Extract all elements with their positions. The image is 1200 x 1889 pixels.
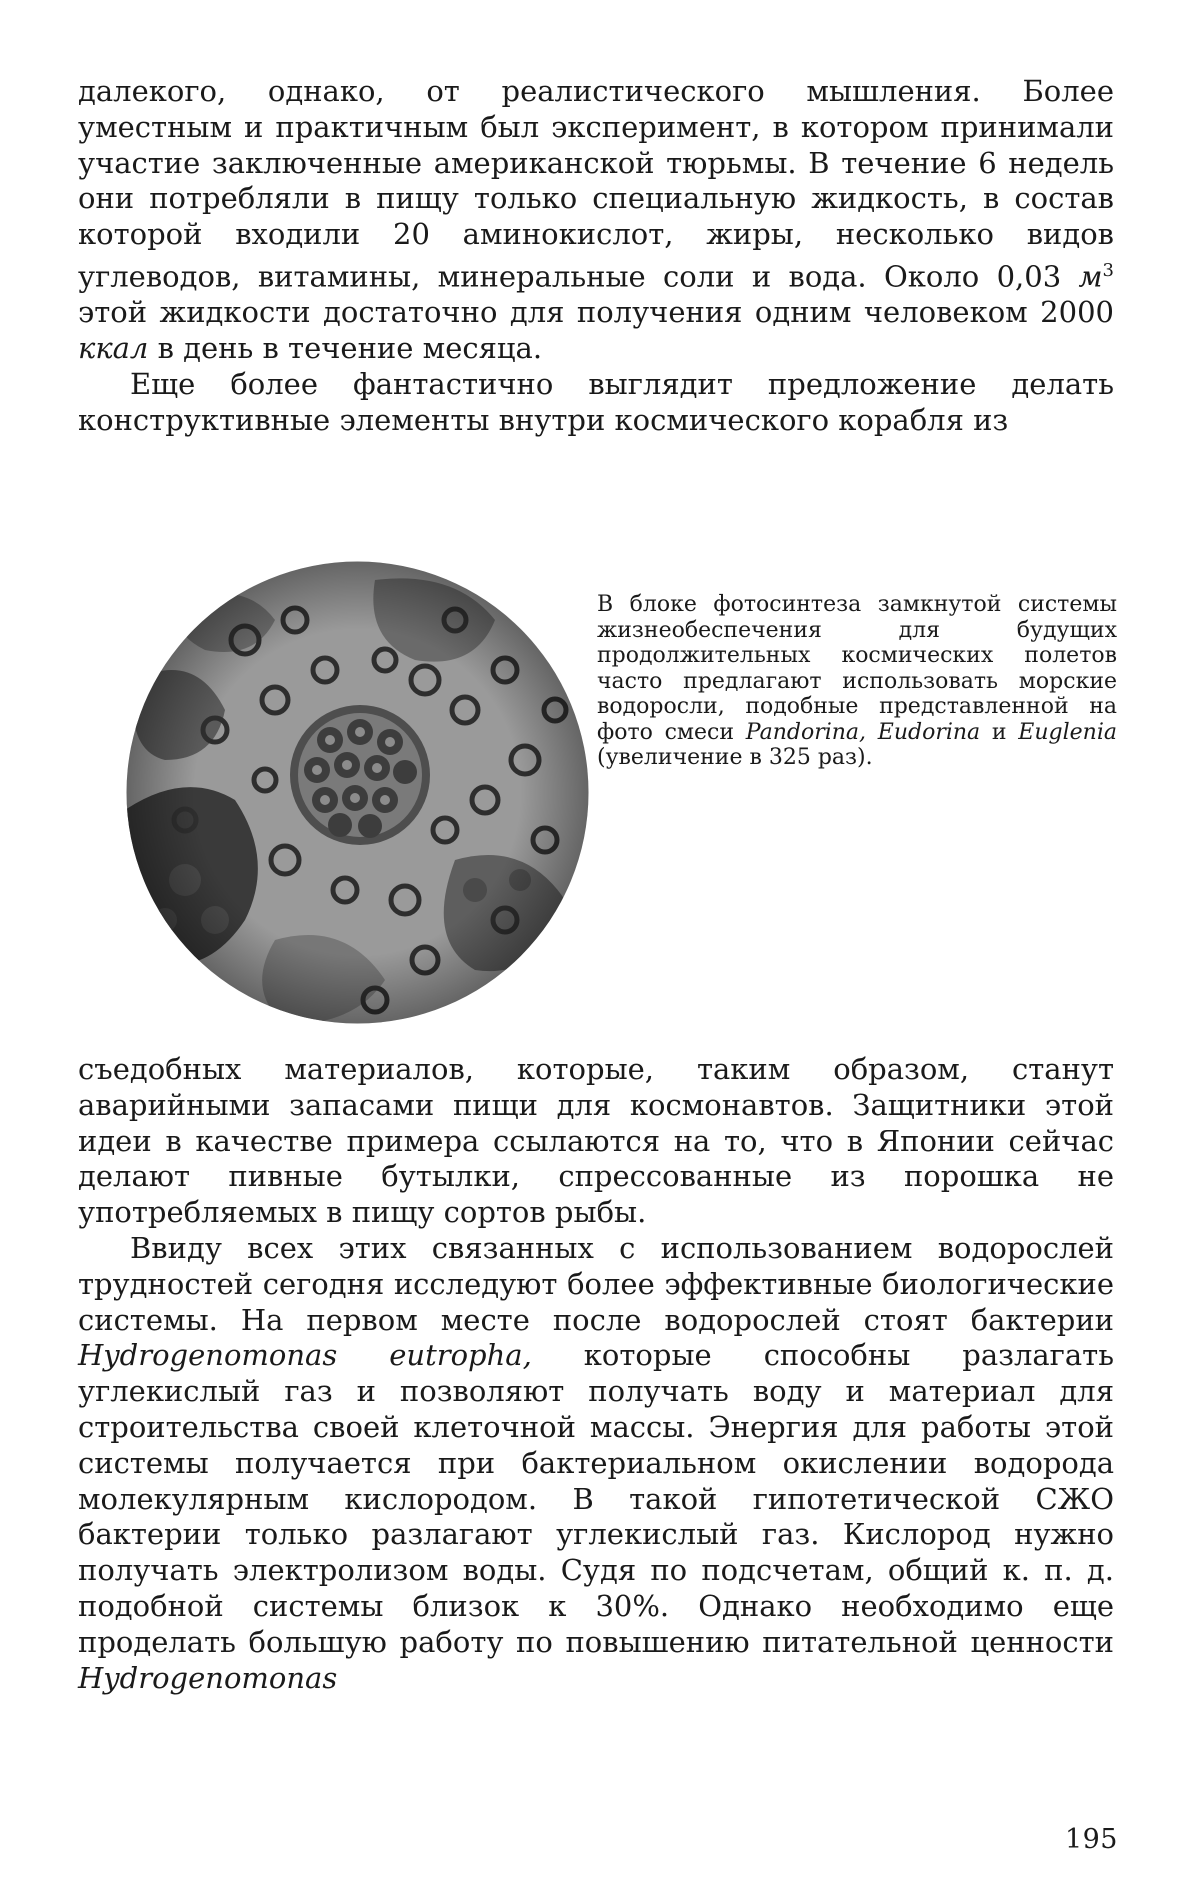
algae-micrograph-image [125, 560, 590, 1025]
microscope-photo [125, 560, 590, 1025]
species-name: Euglenia [1018, 719, 1117, 745]
top-text-block [78, 74, 1114, 439]
species-names: Pandorina, Eudorina [745, 719, 981, 745]
paragraph: Еще более фантастично выглядит предложение делать конструктивные элементы внутри космического корабля из [78, 367, 1114, 437]
bacteria-name: Hydrogenomonas eutropha, [78, 1338, 532, 1373]
paragraph: съедобных материалов, которые, таким образом, станут аварийными запасами пищи для космонавтов. Защитники этой идеи в качестве примера ссылаются на то, что в Японии сейчас делают пивные бутылки, спрессованные из порошка не употребляемых в пищу сортов рыбы. [78, 1052, 1114, 1230]
figure-caption: В блоке фотосинтеза замкнутой системы жизнеобеспечения для будущих продолжительных космических полетов часто предлагают использовать морские водоросли, подобные представленной на фото смеси Pandorina, Eudorina и Euglenia (увеличение в 325 раз). [597, 592, 1117, 770]
bottom-text-block [78, 1052, 1114, 1696]
unit-kcal: ккал [78, 331, 149, 366]
exponent: 3 [1102, 259, 1114, 281]
page-number: 195 [1064, 1824, 1118, 1855]
paragraph: далекого, однако, от реалистического мышления. Более уместным и практичным был эксперимент, в котором принимали участие заключенные американской тюрьмы. В течение 6 недель они потребляли в пищу только специальную жидкость, в состав которой входили 20 аминокислот, жиры, несколько видов углеводов, витамины, минеральные соли и вода. Около 0,03 $м^3$ этой жидкости достаточно для получения одним человеком 2000 ккал в день в течение месяца. [78, 74, 1114, 366]
unit-cubic-meter: м [1078, 259, 1103, 294]
paragraph: Ввиду всех этих связанных с использованием водорослей трудностей сегодня исследуют более эффективные биологические системы. На первом месте после водорослей стоят бактерии Hydrogenomonas eutropha, которые способны разлагать углекислый газ и позволяют получать воду и материал для строительства своей клеточной массы. Энергия для работы этой системы получается при бактериальном окислении водорода молекулярным кислородом. В такой гипотетической СЖО бактерии только разлагают углекислый газ. Кислород нужно получать электролизом воды. Судя по подсчетам, общий к. п. д. подобной системы близок к 30%. Однако необходимо еще проделать большую работу по повышению питательной ценности Hydrogenomonas [78, 1230, 1114, 1695]
bacteria-name: Hydrogenomonas [78, 1660, 338, 1695]
